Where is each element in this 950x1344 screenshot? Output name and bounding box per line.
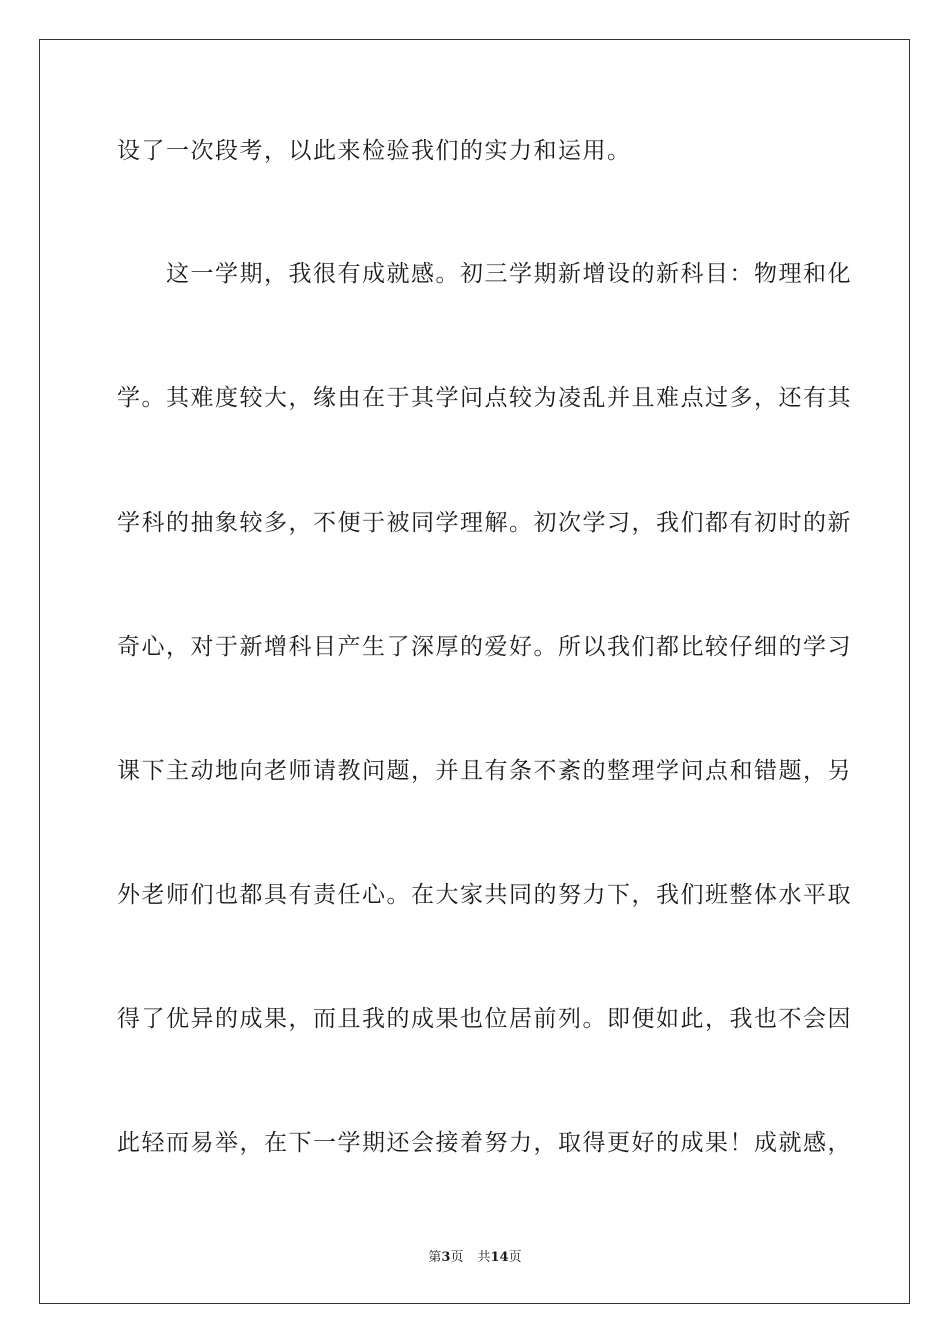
body-text-line-7: 外老师们也都具有责任心。在大家共同的努力下，我们班整体水平取 bbox=[117, 882, 852, 908]
page-number: 3 bbox=[441, 1250, 451, 1265]
body-text-line-6: 课下主动地向老师请教问题，并且有条不紊的整理学问点和错题，另 bbox=[117, 758, 852, 784]
page-prefix: 第 bbox=[428, 1250, 442, 1265]
page-suffix: 页 bbox=[450, 1250, 464, 1265]
page-border bbox=[39, 39, 910, 1304]
total-suffix: 页 bbox=[508, 1250, 522, 1265]
body-text-line-9: 此轻而易举，在下一学期还会接着努力，取得更好的成果！成就感， bbox=[117, 1130, 852, 1156]
body-text-line-5: 奇心，对于新增科目产生了深厚的爱好。所以我们都比较仔细的学习 bbox=[117, 634, 852, 660]
body-text-line-8: 得了优异的成果，而且我的成果也位居前列。即便如此，我也不会因 bbox=[117, 1006, 852, 1032]
total-pages: 14 bbox=[490, 1250, 509, 1265]
page-footer bbox=[0, 1249, 950, 1267]
body-text-line-3: 学。其难度较大，缘由在于其学问点较为凌乱并且难点过多，还有其 bbox=[117, 385, 852, 411]
body-text-line-2: 这一学期，我很有成就感。初三学期新增设的新科目：物理和化 bbox=[117, 261, 852, 287]
body-text-line-1: 设了一次段考，以此来检验我们的实力和运用。 bbox=[117, 138, 632, 164]
body-text-line-4: 学科的抽象较多，不便于被同学理解。初次学习，我们都有初时的新 bbox=[117, 510, 852, 536]
total-prefix: 共 bbox=[477, 1250, 491, 1265]
